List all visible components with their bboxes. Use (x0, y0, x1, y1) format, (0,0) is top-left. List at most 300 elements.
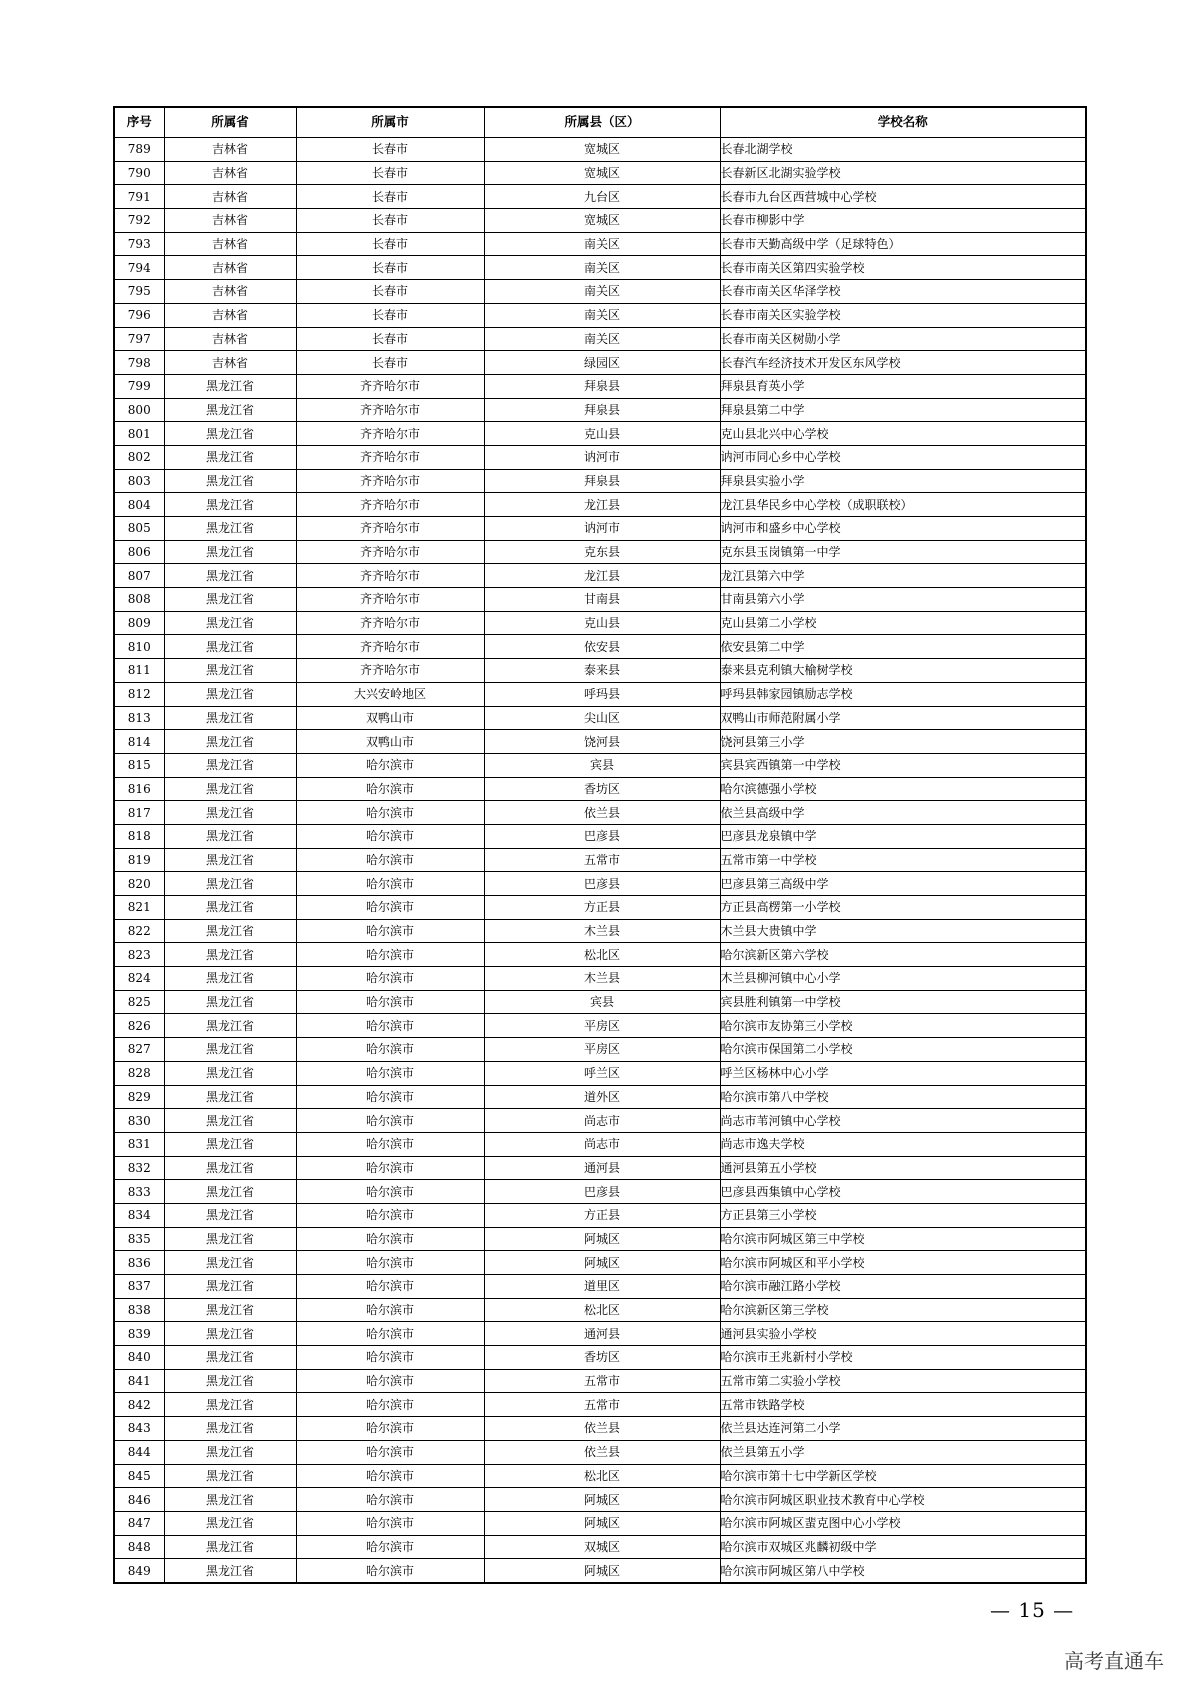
table-row (114, 303, 1086, 327)
cell-school-name: 呼兰区杨林中心小学 (720, 1061, 1086, 1085)
cell-province: 黑龙江省 (164, 398, 296, 422)
cell-school-name: 讷河市同心乡中心学校 (720, 445, 1086, 469)
cell-county: 阿城区 (484, 1227, 720, 1251)
header-county: 所属县（区） (484, 107, 720, 138)
cell-city: 哈尔滨市 (296, 801, 484, 825)
table-row (114, 1440, 1086, 1464)
cell-county: 宾县 (484, 990, 720, 1014)
cell-serial-number: 842 (114, 1393, 164, 1417)
cell-city: 哈尔滨市 (296, 1156, 484, 1180)
school-list-table (113, 106, 1087, 1584)
cell-city: 长春市 (296, 185, 484, 209)
cell-serial-number: 846 (114, 1488, 164, 1512)
cell-city: 哈尔滨市 (296, 1251, 484, 1275)
cell-county: 松北区 (484, 1298, 720, 1322)
cell-county: 木兰县 (484, 967, 720, 991)
cell-school-name: 哈尔滨市王兆新村小学校 (720, 1346, 1086, 1370)
cell-county: 五常市 (484, 1369, 720, 1393)
table-row (114, 161, 1086, 185)
cell-city: 哈尔滨市 (296, 1109, 484, 1133)
cell-school-name: 长春市天勤高级中学（足球特色） (720, 232, 1086, 256)
cell-county: 泰来县 (484, 659, 720, 683)
cell-county: 巴彦县 (484, 824, 720, 848)
header-province: 所属省 (164, 107, 296, 138)
cell-city: 哈尔滨市 (296, 1464, 484, 1488)
cell-county: 饶河县 (484, 730, 720, 754)
cell-city: 哈尔滨市 (296, 990, 484, 1014)
table-row (114, 1322, 1086, 1346)
cell-county: 宽城区 (484, 209, 720, 233)
cell-county: 南关区 (484, 303, 720, 327)
cell-city: 哈尔滨市 (296, 1440, 484, 1464)
cell-city: 大兴安岭地区 (296, 682, 484, 706)
cell-city: 齐齐哈尔市 (296, 374, 484, 398)
cell-province: 黑龙江省 (164, 990, 296, 1014)
cell-county: 龙江县 (484, 493, 720, 517)
table-row (114, 824, 1086, 848)
cell-county: 阿城区 (484, 1511, 720, 1535)
cell-city: 哈尔滨市 (296, 1369, 484, 1393)
cell-school-name: 拜泉县第二中学 (720, 398, 1086, 422)
cell-serial-number: 800 (114, 398, 164, 422)
cell-province: 吉林省 (164, 303, 296, 327)
cell-serial-number: 805 (114, 517, 164, 541)
cell-serial-number: 794 (114, 256, 164, 280)
cell-school-name: 长春新区北湖实验学校 (720, 161, 1086, 185)
table-row (114, 848, 1086, 872)
table-row (114, 1061, 1086, 1085)
cell-county: 讷河市 (484, 517, 720, 541)
table-row (114, 1014, 1086, 1038)
table-row (114, 1369, 1086, 1393)
cell-city: 长春市 (296, 138, 484, 162)
table-row (114, 777, 1086, 801)
cell-city: 哈尔滨市 (296, 1393, 484, 1417)
cell-school-name: 长春汽车经济技术开发区东风学校 (720, 351, 1086, 375)
cell-city: 齐齐哈尔市 (296, 398, 484, 422)
cell-serial-number: 847 (114, 1511, 164, 1535)
cell-province: 吉林省 (164, 256, 296, 280)
cell-province: 黑龙江省 (164, 706, 296, 730)
cell-school-name: 通河县实验小学校 (720, 1322, 1086, 1346)
table-row (114, 1275, 1086, 1299)
table-row (114, 1417, 1086, 1441)
cell-city: 哈尔滨市 (296, 753, 484, 777)
cell-county: 依兰县 (484, 1417, 720, 1441)
cell-county: 香坊区 (484, 777, 720, 801)
cell-province: 黑龙江省 (164, 730, 296, 754)
cell-province: 黑龙江省 (164, 1511, 296, 1535)
table-row (114, 1535, 1086, 1559)
cell-city: 齐齐哈尔市 (296, 540, 484, 564)
cell-county: 南关区 (484, 232, 720, 256)
cell-city: 哈尔滨市 (296, 1346, 484, 1370)
cell-province: 吉林省 (164, 327, 296, 351)
header-school-name: 学校名称 (720, 107, 1086, 138)
cell-serial-number: 810 (114, 635, 164, 659)
cell-province: 黑龙江省 (164, 445, 296, 469)
cell-province: 黑龙江省 (164, 564, 296, 588)
cell-province: 黑龙江省 (164, 967, 296, 991)
cell-county: 拜泉县 (484, 374, 720, 398)
cell-city: 哈尔滨市 (296, 1227, 484, 1251)
cell-county: 龙江县 (484, 564, 720, 588)
table-row (114, 138, 1086, 162)
cell-school-name: 巴彦县第三高级中学 (720, 872, 1086, 896)
cell-province: 黑龙江省 (164, 659, 296, 683)
cell-school-name: 哈尔滨市阿城区蜚克图中心小学校 (720, 1511, 1086, 1535)
cell-serial-number: 811 (114, 659, 164, 683)
cell-school-name: 双鸭山市师范附属小学 (720, 706, 1086, 730)
cell-city: 哈尔滨市 (296, 1132, 484, 1156)
table-row (114, 1488, 1086, 1512)
cell-city: 齐齐哈尔市 (296, 564, 484, 588)
cell-serial-number: 838 (114, 1298, 164, 1322)
cell-county: 依兰县 (484, 1440, 720, 1464)
cell-school-name: 哈尔滨新区第六学校 (720, 943, 1086, 967)
table-row (114, 1393, 1086, 1417)
cell-school-name: 甘南县第六小学 (720, 588, 1086, 612)
table-row (114, 730, 1086, 754)
cell-serial-number: 839 (114, 1322, 164, 1346)
table-row (114, 1511, 1086, 1535)
cell-serial-number: 833 (114, 1180, 164, 1204)
cell-province: 黑龙江省 (164, 1251, 296, 1275)
page-number: — 15 — (990, 1598, 1075, 1622)
table-row (114, 351, 1086, 375)
cell-province: 黑龙江省 (164, 1417, 296, 1441)
cell-province: 黑龙江省 (164, 1440, 296, 1464)
cell-city: 齐齐哈尔市 (296, 445, 484, 469)
cell-county: 甘南县 (484, 588, 720, 612)
cell-province: 黑龙江省 (164, 1275, 296, 1299)
cell-serial-number: 848 (114, 1535, 164, 1559)
cell-city: 哈尔滨市 (296, 872, 484, 896)
cell-city: 双鸭山市 (296, 730, 484, 754)
cell-serial-number: 807 (114, 564, 164, 588)
cell-city: 哈尔滨市 (296, 1275, 484, 1299)
cell-county: 南关区 (484, 256, 720, 280)
cell-school-name: 宾县胜利镇第一中学校 (720, 990, 1086, 1014)
cell-province: 黑龙江省 (164, 1014, 296, 1038)
cell-school-name: 泰来县克利镇大榆树学校 (720, 659, 1086, 683)
cell-province: 黑龙江省 (164, 1180, 296, 1204)
cell-county: 宽城区 (484, 138, 720, 162)
cell-serial-number: 819 (114, 848, 164, 872)
cell-county: 南关区 (484, 280, 720, 304)
header-city: 所属市 (296, 107, 484, 138)
cell-city: 齐齐哈尔市 (296, 635, 484, 659)
cell-province: 黑龙江省 (164, 1488, 296, 1512)
cell-school-name: 哈尔滨市保国第二小学校 (720, 1038, 1086, 1062)
cell-province: 黑龙江省 (164, 777, 296, 801)
cell-province: 黑龙江省 (164, 1393, 296, 1417)
cell-school-name: 哈尔滨德强小学校 (720, 777, 1086, 801)
table-row (114, 635, 1086, 659)
cell-province: 黑龙江省 (164, 1061, 296, 1085)
cell-school-name: 哈尔滨市阿城区第三中学校 (720, 1227, 1086, 1251)
cell-serial-number: 835 (114, 1227, 164, 1251)
cell-school-name: 方正县高楞第一小学校 (720, 896, 1086, 920)
table-row (114, 1203, 1086, 1227)
table-row (114, 469, 1086, 493)
cell-school-name: 长春北湖学校 (720, 138, 1086, 162)
cell-province: 黑龙江省 (164, 872, 296, 896)
cell-county: 五常市 (484, 848, 720, 872)
cell-city: 哈尔滨市 (296, 1038, 484, 1062)
cell-county: 五常市 (484, 1393, 720, 1417)
cell-school-name: 木兰县大贵镇中学 (720, 919, 1086, 943)
cell-province: 黑龙江省 (164, 919, 296, 943)
cell-school-name: 巴彦县龙泉镇中学 (720, 824, 1086, 848)
cell-serial-number: 816 (114, 777, 164, 801)
cell-county: 宾县 (484, 753, 720, 777)
cell-county: 巴彦县 (484, 872, 720, 896)
cell-province: 黑龙江省 (164, 493, 296, 517)
cell-county: 香坊区 (484, 1346, 720, 1370)
cell-city: 哈尔滨市 (296, 1014, 484, 1038)
table-row (114, 209, 1086, 233)
table-row (114, 185, 1086, 209)
cell-school-name: 哈尔滨市友协第三小学校 (720, 1014, 1086, 1038)
cell-province: 黑龙江省 (164, 848, 296, 872)
cell-county: 克东县 (484, 540, 720, 564)
cell-province: 吉林省 (164, 351, 296, 375)
table-row (114, 611, 1086, 635)
cell-province: 吉林省 (164, 161, 296, 185)
table-row (114, 659, 1086, 683)
cell-city: 长春市 (296, 209, 484, 233)
cell-serial-number: 813 (114, 706, 164, 730)
cell-city: 长春市 (296, 327, 484, 351)
cell-city: 哈尔滨市 (296, 1061, 484, 1085)
table-header-row (114, 107, 1086, 138)
cell-serial-number: 797 (114, 327, 164, 351)
cell-province: 黑龙江省 (164, 1464, 296, 1488)
cell-serial-number: 820 (114, 872, 164, 896)
cell-school-name: 宾县宾西镇第一中学校 (720, 753, 1086, 777)
cell-county: 方正县 (484, 1203, 720, 1227)
cell-county: 松北区 (484, 943, 720, 967)
cell-city: 哈尔滨市 (296, 1085, 484, 1109)
table-row (114, 706, 1086, 730)
table-row (114, 256, 1086, 280)
table-row (114, 919, 1086, 943)
cell-county: 南关区 (484, 327, 720, 351)
cell-serial-number: 834 (114, 1203, 164, 1227)
cell-school-name: 木兰县柳河镇中心小学 (720, 967, 1086, 991)
cell-school-name: 长春市南关区华泽学校 (720, 280, 1086, 304)
cell-province: 黑龙江省 (164, 1369, 296, 1393)
table-row (114, 1346, 1086, 1370)
cell-serial-number: 793 (114, 232, 164, 256)
cell-city: 长春市 (296, 303, 484, 327)
table-row (114, 1180, 1086, 1204)
cell-school-name: 通河县第五小学校 (720, 1156, 1086, 1180)
header-serial-number: 序号 (114, 107, 164, 138)
cell-city: 长春市 (296, 351, 484, 375)
table-row (114, 943, 1086, 967)
cell-serial-number: 829 (114, 1085, 164, 1109)
cell-serial-number: 844 (114, 1440, 164, 1464)
cell-school-name: 依兰县高级中学 (720, 801, 1086, 825)
cell-province: 黑龙江省 (164, 469, 296, 493)
cell-school-name: 长春市九台区西营城中心学校 (720, 185, 1086, 209)
cell-serial-number: 798 (114, 351, 164, 375)
cell-province: 黑龙江省 (164, 374, 296, 398)
table-row (114, 1132, 1086, 1156)
table-row (114, 517, 1086, 541)
table-row (114, 967, 1086, 991)
cell-county: 拜泉县 (484, 398, 720, 422)
cell-school-name: 哈尔滨市阿城区第八中学校 (720, 1559, 1086, 1583)
table-row (114, 1251, 1086, 1275)
cell-county: 拜泉县 (484, 469, 720, 493)
cell-serial-number: 825 (114, 990, 164, 1014)
cell-province: 黑龙江省 (164, 682, 296, 706)
table-row (114, 398, 1086, 422)
cell-serial-number: 795 (114, 280, 164, 304)
cell-school-name: 呼玛县韩家园镇励志学校 (720, 682, 1086, 706)
cell-serial-number: 802 (114, 445, 164, 469)
table-row (114, 1298, 1086, 1322)
cell-serial-number: 815 (114, 753, 164, 777)
cell-school-name: 巴彦县西集镇中心学校 (720, 1180, 1086, 1204)
cell-school-name: 方正县第三小学校 (720, 1203, 1086, 1227)
cell-county: 平房区 (484, 1014, 720, 1038)
cell-county: 绿园区 (484, 351, 720, 375)
cell-county: 宽城区 (484, 161, 720, 185)
cell-school-name: 拜泉县实验小学 (720, 469, 1086, 493)
cell-province: 黑龙江省 (164, 1038, 296, 1062)
cell-school-name: 克东县玉岗镇第一中学 (720, 540, 1086, 564)
cell-county: 尚志市 (484, 1132, 720, 1156)
table-row (114, 1085, 1086, 1109)
table-row (114, 280, 1086, 304)
cell-serial-number: 814 (114, 730, 164, 754)
cell-school-name: 尚志市苇河镇中心学校 (720, 1109, 1086, 1133)
cell-school-name: 克山县北兴中心学校 (720, 422, 1086, 446)
cell-city: 齐齐哈尔市 (296, 469, 484, 493)
cell-county: 阿城区 (484, 1488, 720, 1512)
table-row (114, 493, 1086, 517)
cell-province: 吉林省 (164, 138, 296, 162)
cell-school-name: 长春市柳影中学 (720, 209, 1086, 233)
cell-city: 哈尔滨市 (296, 1180, 484, 1204)
cell-serial-number: 823 (114, 943, 164, 967)
cell-school-name: 哈尔滨市阿城区职业技术教育中心学校 (720, 1488, 1086, 1512)
cell-city: 齐齐哈尔市 (296, 422, 484, 446)
cell-school-name: 依安县第二中学 (720, 635, 1086, 659)
table-row (114, 540, 1086, 564)
cell-county: 木兰县 (484, 919, 720, 943)
table-row (114, 896, 1086, 920)
cell-province: 黑龙江省 (164, 1559, 296, 1583)
cell-province: 黑龙江省 (164, 588, 296, 612)
cell-province: 黑龙江省 (164, 1109, 296, 1133)
cell-province: 黑龙江省 (164, 1298, 296, 1322)
cell-serial-number: 836 (114, 1251, 164, 1275)
cell-serial-number: 843 (114, 1417, 164, 1441)
cell-school-name: 哈尔滨市第八中学校 (720, 1085, 1086, 1109)
table-row (114, 422, 1086, 446)
cell-province: 黑龙江省 (164, 611, 296, 635)
cell-province: 黑龙江省 (164, 1227, 296, 1251)
table-row (114, 1109, 1086, 1133)
cell-city: 哈尔滨市 (296, 1298, 484, 1322)
cell-city: 哈尔滨市 (296, 1559, 484, 1583)
cell-city: 齐齐哈尔市 (296, 588, 484, 612)
watermark: 高考直通车 (1064, 1649, 1164, 1673)
cell-serial-number: 804 (114, 493, 164, 517)
cell-school-name: 哈尔滨市融江路小学校 (720, 1275, 1086, 1299)
cell-province: 黑龙江省 (164, 1322, 296, 1346)
cell-province: 黑龙江省 (164, 635, 296, 659)
cell-school-name: 拜泉县育英小学 (720, 374, 1086, 398)
cell-serial-number: 831 (114, 1132, 164, 1156)
cell-school-name: 长春市南关区第四实验学校 (720, 256, 1086, 280)
cell-province: 黑龙江省 (164, 896, 296, 920)
cell-school-name: 尚志市逸夫学校 (720, 1132, 1086, 1156)
cell-school-name: 讷河市和盛乡中心学校 (720, 517, 1086, 541)
cell-serial-number: 821 (114, 896, 164, 920)
cell-county: 松北区 (484, 1464, 720, 1488)
cell-county: 阿城区 (484, 1559, 720, 1583)
table-row (114, 374, 1086, 398)
cell-province: 黑龙江省 (164, 422, 296, 446)
cell-school-name: 依兰县达连河第二小学 (720, 1417, 1086, 1441)
cell-school-name: 饶河县第三小学 (720, 730, 1086, 754)
cell-county: 克山县 (484, 611, 720, 635)
table-row (114, 327, 1086, 351)
table-body (114, 138, 1086, 1583)
table-row (114, 1156, 1086, 1180)
cell-serial-number: 789 (114, 138, 164, 162)
cell-serial-number: 827 (114, 1038, 164, 1062)
table-row (114, 872, 1086, 896)
cell-serial-number: 808 (114, 588, 164, 612)
table-row (114, 801, 1086, 825)
cell-city: 齐齐哈尔市 (296, 659, 484, 683)
cell-serial-number: 845 (114, 1464, 164, 1488)
cell-school-name: 哈尔滨市第十七中学新区学校 (720, 1464, 1086, 1488)
table-row (114, 232, 1086, 256)
cell-province: 吉林省 (164, 232, 296, 256)
cell-school-name: 哈尔滨市阿城区和平小学校 (720, 1251, 1086, 1275)
table-row (114, 1227, 1086, 1251)
cell-city: 哈尔滨市 (296, 896, 484, 920)
cell-province: 黑龙江省 (164, 753, 296, 777)
cell-school-name: 克山县第二小学校 (720, 611, 1086, 635)
cell-city: 齐齐哈尔市 (296, 517, 484, 541)
cell-county: 巴彦县 (484, 1180, 720, 1204)
cell-serial-number: 817 (114, 801, 164, 825)
cell-city: 长春市 (296, 232, 484, 256)
cell-county: 阿城区 (484, 1251, 720, 1275)
table-row (114, 445, 1086, 469)
cell-city: 长春市 (296, 256, 484, 280)
cell-province: 黑龙江省 (164, 1346, 296, 1370)
cell-city: 哈尔滨市 (296, 848, 484, 872)
cell-serial-number: 809 (114, 611, 164, 635)
cell-province: 黑龙江省 (164, 540, 296, 564)
cell-serial-number: 806 (114, 540, 164, 564)
cell-province: 黑龙江省 (164, 1085, 296, 1109)
cell-school-name: 龙江县华民乡中心学校（成职联校） (720, 493, 1086, 517)
cell-school-name: 长春市南关区实验学校 (720, 303, 1086, 327)
cell-province: 吉林省 (164, 185, 296, 209)
cell-school-name: 长春市南关区树勋小学 (720, 327, 1086, 351)
